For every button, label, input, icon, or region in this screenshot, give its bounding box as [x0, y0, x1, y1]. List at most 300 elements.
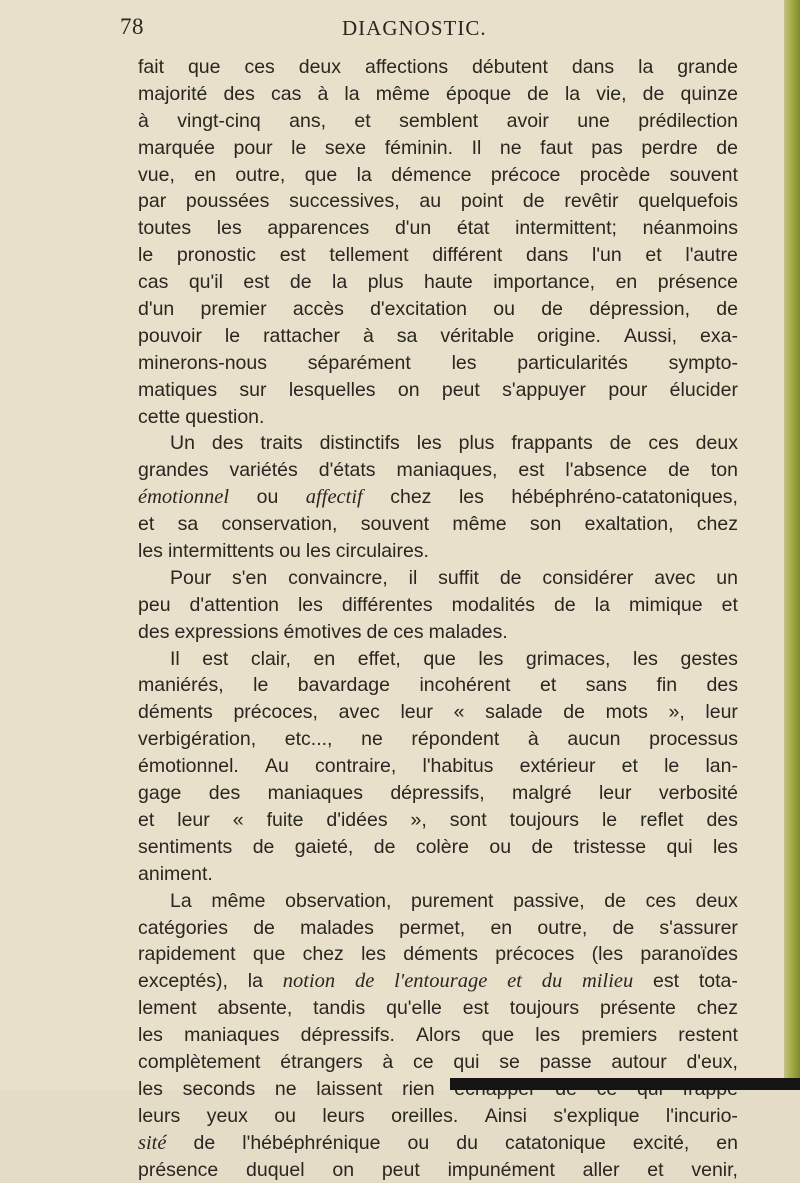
word: malades — [300, 916, 374, 939]
word: des — [138, 620, 170, 643]
word: intermittent; — [515, 217, 617, 240]
word: s'en — [232, 566, 268, 589]
word: peu — [138, 593, 171, 616]
word: l'habitus — [422, 755, 494, 778]
word: considérer — [542, 566, 634, 589]
word: Il — [471, 136, 482, 159]
word: modalités — [451, 593, 536, 616]
word: le — [138, 244, 154, 267]
word: etc..., — [284, 728, 333, 751]
word: seconds — [182, 1077, 256, 1100]
text-line — [138, 646, 738, 673]
word: passive, — [513, 889, 585, 912]
word: à — [362, 324, 374, 347]
word: leurs — [138, 1104, 181, 1127]
word: absente, — [217, 997, 293, 1020]
word: dépressifs, — [390, 782, 485, 805]
word: la — [332, 271, 348, 294]
word: aucun — [567, 728, 621, 751]
word: les — [138, 1077, 163, 1100]
word: (les — [591, 943, 624, 966]
word: de — [554, 593, 576, 616]
word: l'entourage — [394, 970, 488, 993]
text-line — [138, 726, 738, 753]
word: le — [601, 808, 618, 831]
word: le — [664, 755, 680, 778]
word: même — [375, 82, 430, 105]
text-line — [138, 888, 738, 915]
text-line — [138, 672, 738, 699]
text-line — [138, 968, 738, 995]
word: ces — [648, 432, 679, 455]
word: sentiments — [138, 835, 233, 858]
word: sa — [396, 324, 418, 347]
word: répondent — [411, 728, 500, 751]
word: revêtir — [564, 190, 619, 213]
word: Pour — [170, 566, 212, 589]
word: effet, — [357, 647, 401, 670]
word: aller — [582, 1158, 620, 1181]
word: rapidement — [138, 943, 236, 966]
word: outre, — [537, 916, 588, 939]
word: pronostic — [176, 244, 256, 267]
word: et — [138, 513, 155, 536]
word: la — [247, 970, 263, 993]
word: cas — [138, 271, 169, 294]
word: vingt-cinq — [177, 109, 261, 132]
word: l'incurio- — [665, 1104, 738, 1127]
word: d'eux, — [686, 1050, 738, 1073]
word: la — [564, 82, 581, 105]
word: et — [354, 109, 371, 132]
word: de — [527, 82, 549, 105]
word: des — [208, 782, 241, 805]
text-line — [138, 915, 738, 942]
word: précoce — [490, 163, 561, 186]
word: déments — [403, 943, 479, 966]
word: que — [304, 163, 338, 186]
text-line — [138, 377, 738, 404]
word: le — [224, 324, 241, 347]
text-line — [138, 430, 738, 457]
word: pas — [591, 136, 623, 159]
word: peut — [441, 378, 480, 401]
word: de — [604, 889, 626, 912]
word: présence — [138, 1158, 219, 1181]
word: maniérés, — [138, 674, 224, 697]
word: poussées — [185, 190, 270, 213]
page-edge — [784, 0, 800, 1090]
word: les — [305, 540, 331, 563]
word: émotionnel. — [138, 755, 239, 778]
word: l'un — [591, 244, 622, 267]
word: sont — [449, 808, 487, 831]
word: malgré — [511, 782, 572, 805]
word: paranoïdes — [640, 943, 738, 966]
word: sexe — [324, 136, 367, 159]
word: à — [138, 109, 149, 132]
word: de — [252, 835, 275, 858]
word: oreilles. — [391, 1104, 459, 1127]
word: ne — [274, 1077, 297, 1100]
word: du — [541, 970, 563, 993]
word: leur — [598, 782, 632, 805]
text-line — [138, 350, 738, 377]
word: quinze — [680, 82, 738, 105]
word: même — [452, 513, 507, 536]
word: chez — [302, 943, 344, 966]
word: est — [518, 459, 545, 482]
word: pour — [608, 378, 648, 401]
word: en — [615, 271, 638, 294]
word: s'explique — [553, 1104, 640, 1127]
word: des — [706, 808, 738, 831]
word: ton — [710, 459, 738, 482]
word: précoces — [495, 943, 575, 966]
word: premier — [200, 298, 267, 321]
word: fait — [138, 56, 165, 78]
word: différent — [432, 244, 503, 267]
word: du — [456, 1131, 478, 1154]
word: Au — [265, 755, 289, 778]
word: la — [344, 82, 360, 105]
word: d'idées — [326, 808, 388, 831]
word: dépressifs. — [300, 1024, 395, 1047]
word: ou — [256, 486, 279, 509]
word: ans, — [289, 109, 326, 132]
word: présence — [657, 271, 738, 294]
word: ces — [393, 620, 424, 643]
word: des — [223, 82, 255, 105]
word: de — [193, 1131, 216, 1154]
word: est — [462, 997, 489, 1020]
word: ou — [274, 1104, 296, 1127]
text-line — [138, 484, 738, 511]
word: La — [170, 889, 192, 912]
word: bavardage — [297, 674, 390, 697]
word: même — [211, 889, 266, 912]
text-line — [138, 404, 738, 431]
word: tellement — [329, 244, 409, 267]
word: notion — [282, 970, 336, 993]
word: tandis — [313, 997, 366, 1020]
word: sans — [585, 674, 627, 697]
word: de — [642, 82, 665, 105]
word: importance, — [493, 271, 596, 294]
word: chez — [390, 486, 432, 509]
word: les — [535, 1024, 561, 1047]
word: leurs — [322, 1104, 365, 1127]
word: yeux — [206, 1104, 248, 1127]
word: de — [522, 190, 545, 213]
word: », — [410, 808, 427, 831]
word: état — [456, 217, 490, 240]
word: les — [138, 540, 163, 563]
word: avec — [654, 566, 696, 589]
word: extérieur — [519, 755, 596, 778]
word: Ainsi — [484, 1104, 527, 1127]
word: et — [647, 1158, 664, 1181]
word: l'hébéphrénique — [242, 1131, 381, 1154]
word: il — [408, 566, 418, 589]
word: émotives — [283, 620, 362, 643]
word: prédilection — [638, 109, 738, 132]
word: deux — [695, 889, 738, 912]
word: « — [232, 808, 244, 831]
word: qu'elle — [386, 997, 442, 1020]
text-line — [138, 780, 738, 807]
word: la — [638, 56, 654, 78]
word: et — [540, 674, 557, 697]
word: restent — [678, 1024, 738, 1047]
word: traits — [260, 432, 303, 455]
word: en — [313, 647, 336, 670]
word: conservation, — [221, 513, 338, 536]
word: marquée — [138, 136, 215, 159]
word: apparences — [267, 217, 370, 240]
word: ces — [645, 889, 676, 912]
word: de — [612, 916, 635, 939]
word: avoir — [506, 109, 549, 132]
text-line — [138, 592, 738, 619]
word: cas — [271, 82, 302, 105]
word: procède — [579, 163, 651, 186]
word: les — [712, 835, 738, 858]
word: s'assurer — [659, 916, 738, 939]
text-line — [138, 457, 738, 484]
word: que — [252, 943, 286, 966]
word: élucider — [669, 378, 738, 401]
word: de — [563, 701, 585, 724]
word: d'excitation — [370, 298, 468, 321]
word: toujours — [509, 808, 579, 831]
word: chez — [696, 997, 738, 1020]
word: vue, — [138, 163, 175, 186]
word: sympto- — [668, 351, 738, 374]
text-line — [138, 1130, 738, 1157]
word: déments — [138, 701, 213, 724]
word: matiques — [138, 378, 218, 401]
word: à — [382, 1050, 394, 1073]
word: ce — [413, 1050, 434, 1073]
word: semblent — [399, 109, 479, 132]
word: verbigération, — [138, 728, 257, 751]
word: incohérent — [419, 674, 511, 697]
word: des — [211, 432, 244, 455]
text-line — [138, 538, 738, 565]
word: deux — [695, 432, 738, 455]
word: verbosité — [658, 782, 738, 805]
word: chez — [696, 513, 738, 536]
word: permet, — [399, 916, 466, 939]
word: observation, — [285, 889, 392, 912]
word: étrangers — [280, 1050, 363, 1073]
word: sité — [138, 1131, 167, 1154]
word: colère — [415, 835, 469, 858]
word: intermittents — [167, 540, 275, 563]
word: au — [419, 190, 442, 213]
word: hébéphréno-catatoniques, — [511, 486, 738, 509]
text-line — [138, 1022, 738, 1049]
word: autour — [611, 1050, 667, 1073]
word: toujours — [509, 997, 580, 1020]
word: « — [453, 701, 465, 724]
word: est — [653, 970, 680, 993]
word: exa- — [700, 324, 738, 347]
word: par — [138, 190, 167, 213]
word: s'appuyer — [502, 378, 587, 401]
word: clair, — [250, 647, 291, 670]
word: les — [478, 647, 504, 670]
word: duquel — [246, 1158, 305, 1181]
word: lement — [138, 997, 197, 1020]
word: de — [354, 970, 375, 993]
word: le — [291, 136, 307, 159]
word: la — [356, 163, 372, 186]
word: impunément — [447, 1158, 555, 1181]
word: leur — [705, 701, 738, 724]
word: ou — [279, 540, 301, 563]
word: catatonique — [505, 1131, 606, 1154]
word: de — [668, 459, 690, 482]
word: pouvoir — [138, 324, 202, 347]
word: que — [423, 647, 456, 670]
word: et — [138, 808, 155, 831]
word: processus — [649, 728, 738, 751]
word: la — [594, 593, 610, 616]
word: féminin. — [384, 136, 453, 159]
body-text — [138, 54, 738, 1183]
word: tota- — [698, 970, 738, 993]
word: de — [253, 916, 275, 939]
word: en — [716, 1131, 738, 1154]
word: sur — [239, 378, 267, 401]
word: maniaques — [267, 782, 363, 805]
word: grande — [677, 56, 738, 78]
text-line — [138, 807, 738, 834]
text-line — [138, 1103, 738, 1130]
word: affections — [364, 56, 449, 78]
word: époque — [445, 82, 512, 105]
text-line — [138, 296, 738, 323]
word: les — [458, 486, 484, 509]
word: mots — [605, 701, 648, 724]
word: et — [507, 970, 522, 993]
word: point — [460, 190, 504, 213]
text-line — [138, 511, 738, 538]
word: souvent — [360, 513, 430, 536]
word: malades. — [428, 620, 508, 643]
word: particularités — [517, 351, 628, 374]
word: laissent — [316, 1077, 383, 1100]
word: de — [373, 835, 396, 858]
text-line — [138, 54, 738, 81]
word: toutes — [138, 217, 192, 240]
word: précoces, — [233, 701, 318, 724]
word: qu'il — [188, 271, 223, 294]
word: à — [527, 728, 539, 751]
word: d'un — [138, 298, 175, 321]
word: et — [721, 593, 738, 616]
word: successives, — [289, 190, 400, 213]
word: mimique — [628, 593, 703, 616]
word: faut — [540, 136, 573, 159]
word: affectif — [305, 486, 363, 509]
word: deux — [298, 56, 342, 78]
word: milieu — [582, 970, 634, 993]
word: en — [490, 916, 513, 939]
word: sa — [177, 513, 199, 536]
word: on — [332, 1158, 355, 1181]
word: suffit — [438, 566, 479, 589]
bottom-rule — [450, 1078, 800, 1090]
word: véritable — [440, 324, 515, 347]
text-line — [138, 188, 738, 215]
word: contraire, — [315, 755, 397, 778]
word: un — [716, 566, 738, 589]
word: ou — [493, 298, 515, 321]
word: fuite — [266, 808, 304, 831]
word: les — [297, 593, 323, 616]
word: accès — [292, 298, 344, 321]
text-line — [138, 135, 738, 162]
text-line — [138, 323, 738, 350]
text-line — [138, 215, 738, 242]
word: démence — [391, 163, 472, 186]
word: dans — [571, 56, 615, 78]
text-line — [138, 162, 738, 189]
word: origine. — [537, 324, 601, 347]
text-line — [138, 565, 738, 592]
word: peut — [381, 1158, 420, 1181]
word: est — [243, 271, 270, 294]
text-line — [138, 834, 738, 861]
word: le — [253, 674, 269, 697]
word: de — [289, 271, 312, 294]
word: Aussi, — [623, 324, 678, 347]
text-line — [138, 242, 738, 269]
word: rien — [402, 1077, 435, 1100]
text-line — [138, 108, 738, 135]
word: et — [621, 755, 638, 778]
word: maniaques — [184, 1024, 280, 1047]
text-line — [138, 1049, 738, 1076]
word: plus — [367, 271, 404, 294]
word: purement — [411, 889, 494, 912]
word: de — [499, 566, 522, 589]
word: ces — [244, 56, 275, 78]
word: lesquelles — [288, 378, 376, 401]
word: les — [416, 432, 442, 455]
word: en — [194, 163, 216, 186]
text-line — [138, 1157, 738, 1183]
word: avec — [338, 701, 380, 724]
word: convaincre, — [288, 566, 388, 589]
word: perdre — [641, 136, 698, 159]
word: haute — [423, 271, 473, 294]
word: les — [216, 217, 242, 240]
word: est — [202, 647, 229, 670]
word: différentes — [341, 593, 433, 616]
word: frappants — [511, 432, 593, 455]
word: circulaires. — [335, 540, 429, 563]
word: ou — [407, 1131, 430, 1154]
text-line — [138, 753, 738, 780]
word: émotionnel — [138, 486, 230, 509]
word: que — [187, 56, 221, 78]
word: présente — [600, 997, 676, 1020]
word: dans — [526, 244, 569, 267]
